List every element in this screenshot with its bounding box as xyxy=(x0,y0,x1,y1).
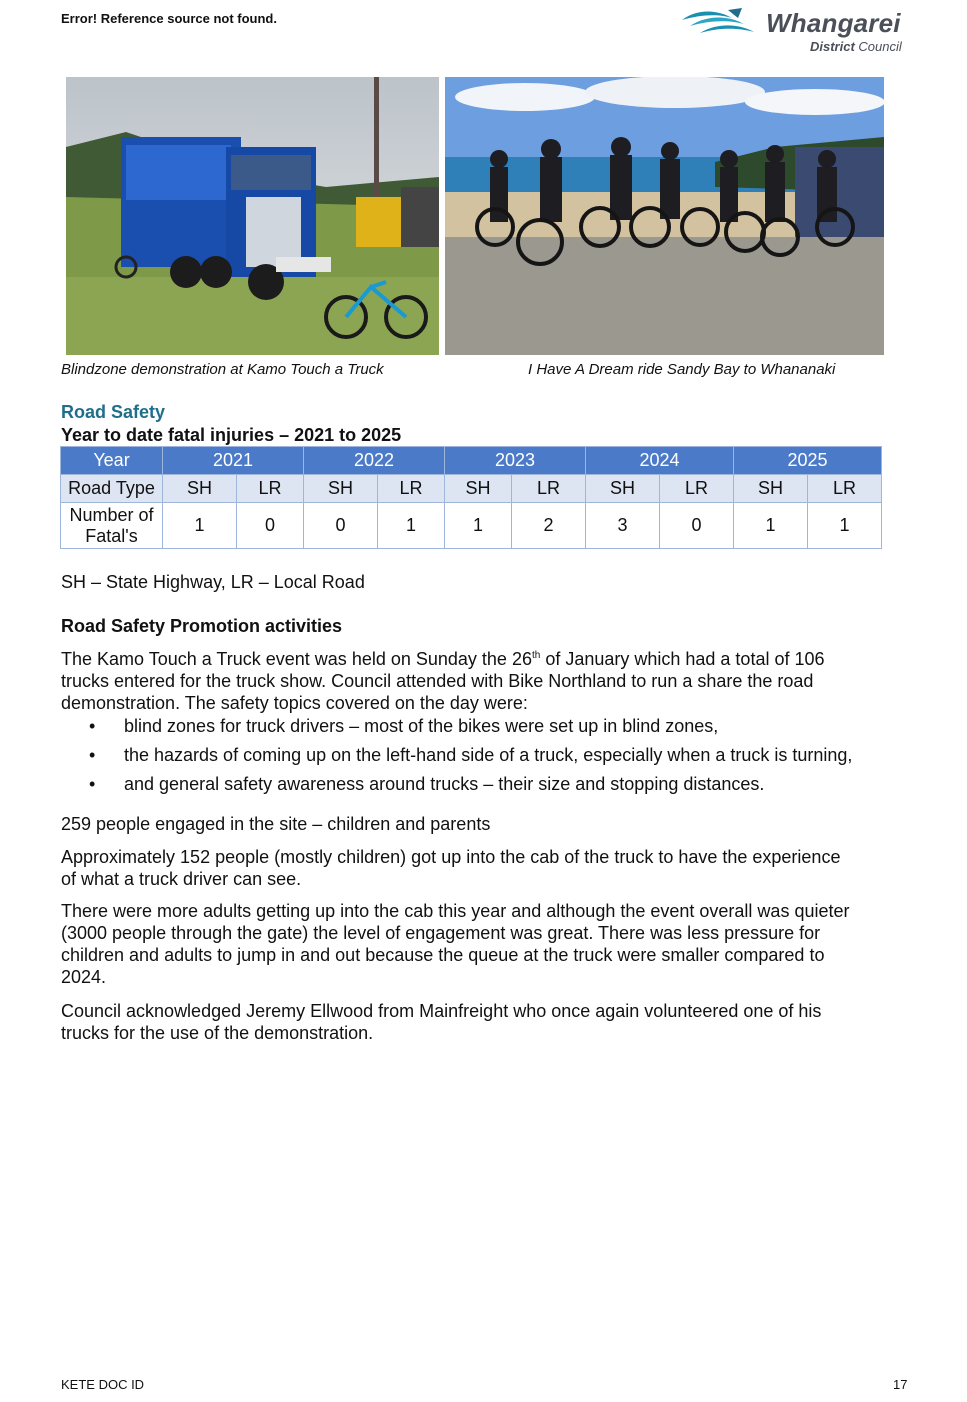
road-type-cell: LR xyxy=(512,475,586,503)
road-type-cell: LR xyxy=(808,475,882,503)
table-row xyxy=(61,503,882,549)
cab-paragraph: Approximately 152 people (mostly children) got up into the cab of the truck to have the experience of what a truck driver can see. xyxy=(61,847,841,889)
logo-wordmark: Whangarei xyxy=(766,8,901,38)
year-header: 2022 xyxy=(304,447,445,475)
road-type-cell: LR xyxy=(237,475,304,503)
fatal-count-cell: 2 xyxy=(512,503,586,549)
road-type-cell: LR xyxy=(378,475,445,503)
road-type-legend: SH – State Highway, LR – Local Road xyxy=(61,572,365,592)
road-type-label: Road Type xyxy=(61,475,163,503)
acknowledgement-paragraph: Council acknowledged Jeremy Ellwood from Mainfreight who once again volunteered one of his trucks for the use of the demonstration. xyxy=(61,1001,822,1043)
road-type-cell: SH xyxy=(163,475,237,503)
photo-caption-right: I Have A Dream ride Sandy Bay to Whananaki xyxy=(528,361,836,378)
photo-caption-left: Blindzone demonstration at Kamo Touch a Truck xyxy=(61,361,384,378)
header-note: Error! Reference source not found. xyxy=(61,11,277,26)
fatal-injuries-table xyxy=(60,446,882,549)
road-type-cell: SH xyxy=(445,475,512,503)
road-type-cell: LR xyxy=(660,475,734,503)
council-logo xyxy=(680,6,915,58)
promo-heading: Road Safety Promotion activities xyxy=(61,616,343,636)
section-title: Road Safety xyxy=(61,402,166,422)
fatal-count-cell: 1 xyxy=(163,503,237,549)
road-type-cell: SH xyxy=(304,475,378,503)
truck-photo xyxy=(66,77,439,355)
fatal-count-cell: 0 xyxy=(237,503,304,549)
fatal-count-cell: 1 xyxy=(808,503,882,549)
fatal-count-cell: 1 xyxy=(378,503,445,549)
page-number: 17 xyxy=(893,1377,908,1392)
table-title: Year to date fatal injuries – 2021 to 2025 xyxy=(61,425,402,445)
year-header: 2025 xyxy=(734,447,882,475)
year-header: 2021 xyxy=(163,447,304,475)
promo-intro: The Kamo Touch a Truck event was held on Sunday the 26th of January which had a total of 106 trucks entered for the truck show. Council attended with Bike Northland to run a share the road demonstration. The safety topics covered on the day were: xyxy=(61,649,825,713)
engaged-paragraph: 259 people engaged in the site – children and parents xyxy=(61,814,491,834)
road-type-cell: SH xyxy=(734,475,808,503)
year-label: Year xyxy=(61,447,163,475)
footer-doc-id: KETE DOC ID xyxy=(61,1377,145,1392)
year-header: 2024 xyxy=(586,447,734,475)
road-type-cell: SH xyxy=(586,475,660,503)
fatal-count-cell: 3 xyxy=(586,503,660,549)
fatal-count-cell: 1 xyxy=(734,503,808,549)
logo-subtitle: District Council xyxy=(810,39,902,54)
bike-ride-photo xyxy=(445,77,884,355)
wave-logo-icon xyxy=(680,6,764,40)
fatals-label: Number of Fatal's xyxy=(61,503,163,549)
year-header: 2023 xyxy=(445,447,586,475)
fatal-count-cell: 0 xyxy=(660,503,734,549)
table-row xyxy=(61,475,882,503)
fatal-count-cell: 1 xyxy=(445,503,512,549)
adults-paragraph: There were more adults getting up into the cab this year and although the event overall was quieter (3000 people through the gate) the level of engagement was great. There was less pressure for children and adults to jump in and out because the queue at the truck were smaller compared to 2024. xyxy=(61,901,850,987)
fatal-count-cell: 0 xyxy=(304,503,378,549)
table-header-row xyxy=(61,447,882,475)
